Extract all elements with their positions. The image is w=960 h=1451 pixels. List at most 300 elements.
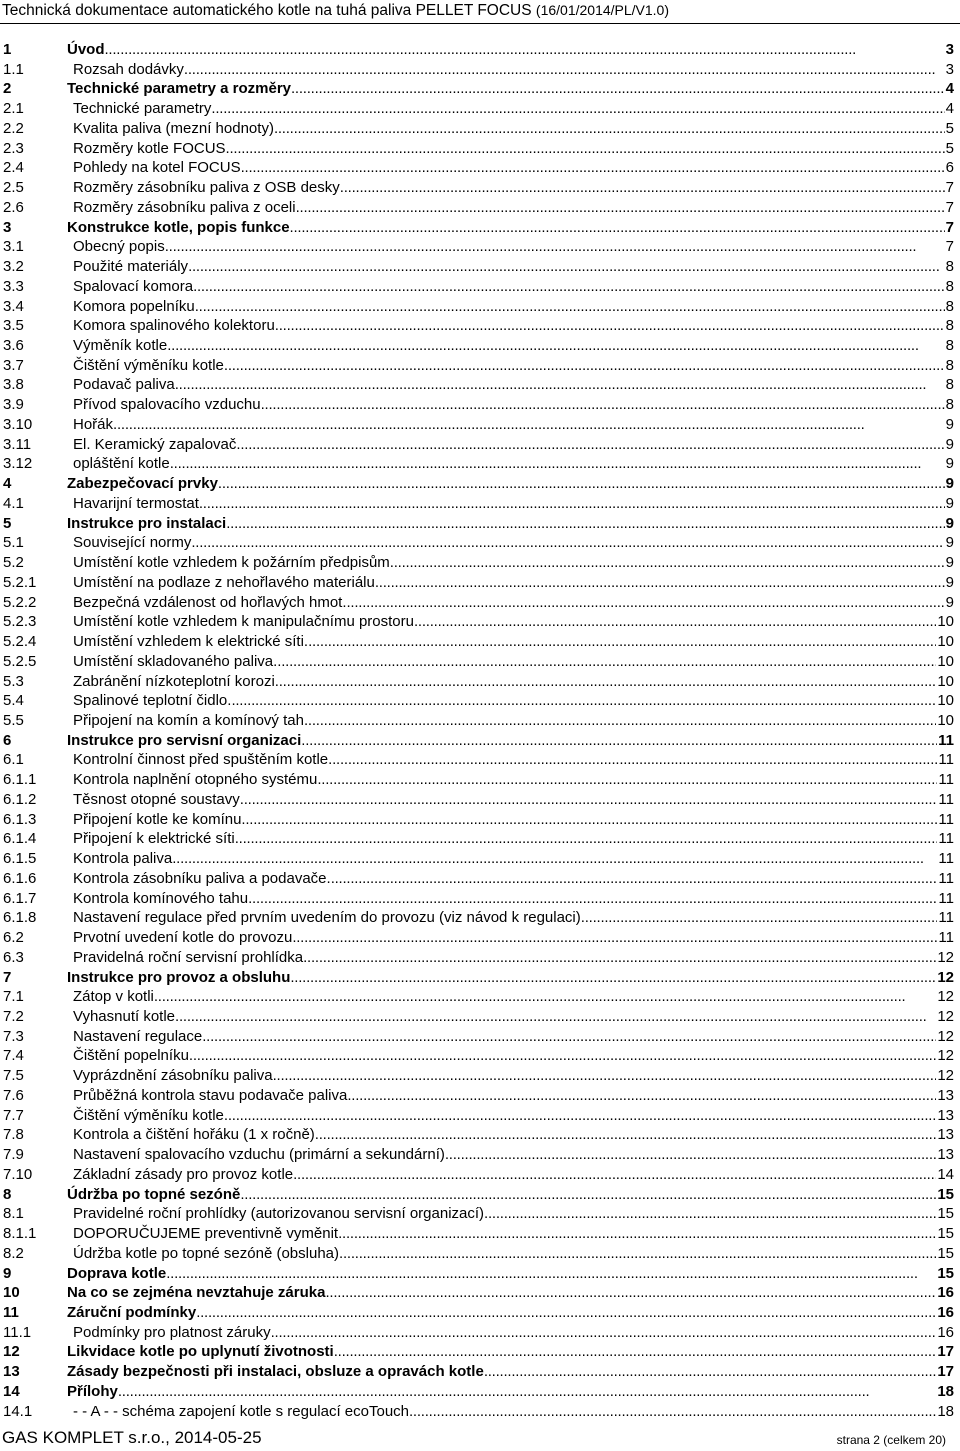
toc-entry-page: 11 — [938, 909, 954, 927]
toc-entry-title: Havarijní termostat — [73, 494, 199, 512]
toc-entry-page: 9 — [945, 593, 954, 611]
toc-entry-title: Na co se zejména nevztahuje záruka — [67, 1284, 326, 1302]
toc-dot-leader — [226, 514, 944, 534]
toc-dot-leader — [292, 928, 937, 948]
toc-entry[interactable] — [0, 1382, 956, 1402]
toc-dot-leader — [296, 198, 945, 218]
toc-dot-leader — [231, 691, 936, 711]
toc-entry-number: 6.1.5 — [3, 850, 37, 868]
toc-entry-title: Vyprázdnění zásobníku paliva — [73, 1067, 273, 1085]
toc-entry-number: 7.3 — [3, 1027, 24, 1045]
toc-dot-leader — [338, 1224, 936, 1244]
toc-dot-leader — [339, 1244, 936, 1264]
toc-entry[interactable] — [0, 1185, 956, 1205]
toc-entry[interactable] — [0, 60, 956, 80]
toc-entry-title: Čištění popelníku — [73, 1047, 189, 1065]
toc-entry-title: Rozměry zásobníku paliva z oceli — [73, 198, 296, 216]
toc-entry-page: 14 — [937, 1165, 954, 1183]
toc-entry-title: Kontrola naplnění otopného systému — [73, 771, 318, 789]
toc-entry-page: 16 — [937, 1323, 954, 1341]
toc-entry-page: 10 — [937, 692, 954, 710]
toc-entry-title: Výměník kotle — [73, 337, 168, 355]
toc-dot-leader — [347, 1086, 936, 1106]
toc-entry-page: 12 — [937, 1007, 954, 1025]
toc-entry-title: Zabezpečovací prvky — [67, 475, 218, 493]
toc-entry-page: 15 — [937, 1264, 954, 1282]
toc-entry-number: 2.2 — [3, 119, 24, 137]
toc-entry-number: 3 — [3, 218, 12, 236]
toc-dot-leader — [271, 1323, 937, 1343]
toc-entry-number: 5.1 — [3, 534, 24, 552]
toc-entry-page: 8 — [945, 277, 954, 295]
toc-entry-title: Kontrola a čištění hořáku (1 x ročně) — [73, 1126, 315, 1144]
toc-entry[interactable] — [0, 1342, 956, 1362]
toc-entry-page: 10 — [937, 633, 954, 651]
toc-entry-page: 16 — [937, 1304, 954, 1321]
toc-dot-leader — [277, 652, 936, 672]
toc-entry-title: Rozměry kotle FOCUS — [73, 139, 226, 157]
toc-entry[interactable] — [0, 237, 956, 257]
toc-entry[interactable] — [0, 158, 956, 178]
toc-entry-number: 6.1.4 — [3, 830, 37, 848]
toc-dot-leader — [154, 987, 936, 1007]
toc-entry-title: Nastavení regulace před prvním uvedením do provozu (viz návod k regulaci) — [73, 909, 581, 927]
toc-entry[interactable] — [0, 1224, 956, 1244]
toc-dot-leader — [175, 1007, 936, 1027]
toc-entry-page: 10 — [937, 711, 954, 729]
toc-entry-page: 8 — [945, 258, 954, 276]
toc-entry-title: Komora spalinového kolektoru — [73, 317, 275, 335]
toc-entry-page: 13 — [937, 1126, 954, 1144]
toc-entry-title: Podavač paliva — [73, 376, 175, 394]
toc-entry-title: Připojení k elektrické síti — [73, 830, 235, 848]
toc-dot-leader — [188, 257, 945, 277]
toc-entry[interactable] — [0, 336, 956, 356]
toc-entry[interactable] — [0, 711, 956, 731]
toc-entry[interactable] — [0, 553, 956, 573]
toc-entry-number: 4.1 — [3, 494, 24, 512]
toc-entry[interactable] — [0, 1007, 956, 1027]
toc-dot-leader — [224, 356, 945, 376]
toc-dot-leader — [167, 336, 944, 356]
toc-dot-leader — [334, 1342, 937, 1362]
toc-entry-page: 17 — [937, 1343, 954, 1361]
toc-dot-leader — [274, 119, 945, 139]
toc-dot-leader — [445, 1145, 936, 1165]
toc-entry-page: 10 — [937, 652, 954, 670]
toc-entry[interactable] — [0, 40, 956, 60]
toc-entry-title: Technické parametry — [73, 100, 212, 118]
toc-entry-title: Instrukce pro provoz a obsluhu — [67, 968, 291, 986]
toc-entry-title: Rozměry zásobníku paliva z OSB desky — [73, 179, 340, 197]
toc-entry-number: 8.2 — [3, 1244, 24, 1262]
toc-entry[interactable] — [0, 672, 956, 692]
document-version: (16/01/2014/PL/V1.0) — [535, 2, 670, 18]
toc-entry-number: 9 — [3, 1264, 12, 1282]
toc-entry[interactable] — [0, 968, 956, 988]
toc-entry[interactable] — [0, 1204, 956, 1224]
toc-entry-number: 3.12 — [3, 455, 33, 473]
toc-entry-title: Spalovací komora — [73, 277, 194, 295]
toc-entry[interactable] — [0, 1066, 956, 1086]
toc-entry[interactable] — [0, 454, 956, 474]
toc-entry-page: 11 — [938, 810, 954, 828]
toc-entry-number: 4 — [3, 475, 12, 493]
toc-entry-number: 5.2.3 — [3, 613, 37, 631]
toc-entry-page: 8 — [945, 297, 954, 315]
toc-entry[interactable] — [0, 731, 956, 751]
toc-entry-number: 5.5 — [3, 711, 24, 729]
toc-entry-page: 12 — [937, 1047, 954, 1065]
toc-dot-leader — [191, 533, 944, 553]
toc-entry-number: 5.2.1 — [3, 573, 37, 591]
toc-dot-leader — [303, 948, 936, 968]
toc-entry-number: 1 — [3, 41, 12, 58]
toc-entry[interactable] — [0, 139, 956, 159]
toc-entry-title: Umístění na podlaze z nehořlavého materiálu — [73, 573, 375, 591]
toc-dot-leader — [248, 889, 937, 909]
toc-entry[interactable] — [0, 691, 956, 711]
toc-dot-leader — [241, 810, 937, 830]
toc-entry[interactable] — [0, 1303, 956, 1323]
toc-entry-number: 6.3 — [3, 948, 24, 966]
toc-dot-leader — [275, 316, 945, 336]
toc-entry-page: 3 — [945, 41, 954, 58]
toc-entry-page: 13 — [937, 1086, 954, 1104]
toc-entry-title: Zátop v kotli — [73, 988, 154, 1006]
toc-entry[interactable] — [0, 257, 956, 277]
toc-entry[interactable] — [0, 277, 956, 297]
toc-dot-leader — [390, 553, 945, 573]
toc-entry[interactable] — [0, 178, 956, 198]
toc-entry-number: 8 — [3, 1185, 12, 1203]
table-of-contents — [0, 40, 956, 1421]
toc-entry-page: 18 — [937, 1402, 954, 1420]
footer-page-info: strana 2 (celkem 20) — [836, 1433, 946, 1447]
toc-entry-title: Nastavení regulace — [73, 1027, 203, 1045]
toc-entry-title: Umístění skladovaného paliva. — [73, 652, 278, 670]
toc-dot-leader — [290, 968, 936, 988]
toc-entry-title: Související normy — [73, 534, 192, 552]
toc-entry[interactable] — [0, 474, 956, 494]
toc-entry[interactable] — [0, 198, 956, 218]
toc-entry-number: 3.3 — [3, 277, 24, 295]
footer-company-date: GAS KOMPLET s.r.o., 2014-05-25 — [2, 1428, 262, 1447]
toc-dot-leader — [240, 790, 938, 810]
toc-entry-title: Základní zásady pro provoz kotle — [73, 1165, 294, 1183]
toc-entry-number: 12 — [3, 1343, 20, 1361]
toc-dot-leader — [170, 454, 945, 474]
toc-entry-title: Pravidelné roční prohlídky (autorizovanou servisní organizací) — [73, 1205, 485, 1223]
toc-entry-number: 6.2 — [3, 929, 24, 947]
toc-entry[interactable] — [0, 790, 956, 810]
toc-entry[interactable] — [0, 810, 956, 830]
toc-entry[interactable] — [0, 612, 956, 632]
toc-entry-title: Průběžná kontrola stavu podavače paliva — [73, 1086, 348, 1104]
toc-dot-leader — [331, 869, 938, 889]
toc-entry-page: 11 — [938, 929, 954, 947]
toc-entry-title: DOPORUČUJEME preventivně vyměnit — [73, 1225, 339, 1243]
toc-entry[interactable] — [0, 948, 956, 968]
toc-entry[interactable] — [0, 632, 956, 652]
toc-dot-leader — [308, 632, 936, 652]
toc-entry-page: 11 — [938, 751, 954, 769]
toc-entry-page: 7 — [945, 238, 954, 256]
toc-entry[interactable] — [0, 316, 956, 336]
toc-entry-page: 9 — [945, 494, 954, 512]
toc-dot-leader — [241, 158, 945, 178]
toc-entry-page: 16 — [937, 1284, 954, 1302]
toc-dot-leader — [166, 1264, 936, 1284]
toc-entry-title: Konstrukce kotle, popis funkce — [67, 218, 290, 236]
toc-entry-page: 9 — [945, 475, 954, 493]
toc-dot-leader — [224, 1106, 936, 1126]
toc-entry-title: Přílohy — [67, 1382, 118, 1400]
toc-entry[interactable] — [0, 1362, 956, 1382]
toc-entry-title: Kvalita paliva (mezní hodnoty) — [73, 119, 274, 137]
toc-entry-number: 7 — [3, 968, 12, 986]
toc-entry-title: Čištění výměníku kotle — [73, 1106, 224, 1124]
header-divider — [0, 23, 960, 24]
toc-dot-leader — [301, 731, 937, 751]
toc-entry-title: Připojení na komín a komínový tah — [73, 711, 304, 729]
toc-entry-number: 7.7 — [3, 1106, 24, 1124]
toc-entry[interactable] — [0, 1046, 956, 1066]
toc-entry-title: Prvotní uvedení kotle do provozu — [73, 929, 293, 947]
toc-entry-title: Údržba po topné sezóně — [67, 1185, 241, 1203]
toc-dot-leader — [202, 1027, 936, 1047]
toc-entry-page: 9 — [945, 415, 954, 433]
toc-entry-number: 6.1.3 — [3, 810, 37, 828]
toc-entry-number: 7.9 — [3, 1146, 24, 1164]
toc-dot-leader — [184, 60, 945, 80]
toc-entry[interactable] — [0, 494, 956, 514]
toc-entry-title: Umístění kotle vzhledem k požárním předpisům — [73, 554, 390, 572]
toc-entry-title: Záruční podmínky — [67, 1304, 197, 1321]
toc-entry-page: 11 — [938, 869, 954, 887]
toc-entry-number: 5.2.4 — [3, 633, 37, 651]
toc-dot-leader — [340, 178, 945, 198]
toc-entry-page: 7 — [945, 198, 954, 216]
toc-entry-title: Umístění vzhledem k elektrické síti. — [73, 633, 309, 651]
toc-entry-number: 8.1.1 — [3, 1225, 37, 1243]
toc-entry-number: 2.6 — [3, 198, 24, 216]
toc-entry-number: 3.7 — [3, 356, 24, 374]
toc-entry[interactable] — [0, 750, 956, 770]
toc-entry[interactable] — [0, 593, 956, 613]
toc-entry-number: 3.10 — [3, 415, 33, 433]
toc-entry-page: 18 — [937, 1382, 954, 1400]
toc-entry[interactable] — [0, 435, 956, 455]
toc-entry-page: 11 — [938, 731, 954, 749]
toc-entry-title: Vyhasnutí kotle — [73, 1007, 176, 1025]
toc-entry-page: 3 — [945, 60, 954, 78]
toc-entry-number: 3.9 — [3, 396, 24, 414]
toc-entry[interactable] — [0, 1106, 956, 1126]
toc-entry-title: Rozsah dodávky — [73, 60, 184, 78]
toc-entry-title: Instrukce pro servisní organizaci — [67, 731, 302, 749]
toc-entry[interactable] — [0, 889, 956, 909]
toc-entry-title: Pohledy na kotel FOCUS — [73, 159, 241, 177]
toc-entry-title: Kontrola zásobníku paliva a podavače. — [73, 869, 331, 887]
toc-entry-number: 7.2 — [3, 1007, 24, 1025]
toc-dot-leader — [189, 1046, 936, 1066]
toc-dot-leader — [347, 593, 945, 613]
toc-entry-page: 8 — [945, 376, 954, 394]
toc-entry-number: 3.11 — [3, 435, 32, 453]
toc-entry[interactable] — [0, 415, 956, 435]
toc-dot-leader — [484, 1204, 936, 1224]
toc-entry-page: 12 — [937, 988, 954, 1006]
toc-entry-title: Hořák — [73, 415, 114, 433]
toc-entry[interactable] — [0, 829, 956, 849]
toc-entry-number: 3.8 — [3, 376, 24, 394]
toc-entry-page: 11 — [938, 830, 954, 848]
toc-entry-page: 5 — [945, 139, 954, 157]
toc-dot-leader — [317, 770, 937, 790]
toc-entry[interactable] — [0, 1027, 956, 1047]
toc-entry-page: 15 — [937, 1205, 954, 1223]
toc-entry[interactable] — [0, 849, 956, 869]
toc-entry-title: Připojení kotle ke komínu — [73, 810, 242, 828]
toc-entry-number: 13 — [3, 1363, 20, 1381]
toc-entry-page: 11 — [938, 850, 954, 868]
toc-dot-leader — [325, 1283, 936, 1303]
toc-entry-number: 14.1 — [3, 1402, 33, 1420]
toc-dot-leader — [196, 1303, 936, 1323]
toc-entry-title: Těsnost otopné soustavy — [73, 790, 240, 808]
toc-entry[interactable] — [0, 652, 956, 672]
toc-dot-leader — [414, 612, 936, 632]
toc-entry-title: Kontrolní činnost před spuštěním kotle — [73, 751, 329, 769]
toc-entry[interactable] — [0, 533, 956, 553]
toc-entry[interactable] — [0, 1145, 956, 1165]
toc-entry[interactable] — [0, 1402, 956, 1422]
toc-entry-page: 17 — [937, 1363, 954, 1381]
toc-entry-number: 11.1 — [3, 1323, 32, 1341]
toc-dot-leader — [235, 829, 938, 849]
toc-entry-number: 2 — [3, 80, 12, 98]
toc-entry-title: Instrukce pro instalaci — [67, 514, 227, 532]
toc-entry-title: Komora popelníku — [73, 297, 195, 315]
toc-dot-leader — [484, 1362, 937, 1382]
toc-dot-leader — [113, 415, 945, 435]
toc-dot-leader — [273, 1066, 937, 1086]
toc-entry-page: 8 — [945, 396, 954, 414]
toc-entry[interactable] — [0, 1165, 956, 1185]
toc-entry-number: 2.4 — [3, 159, 24, 177]
toc-dot-leader — [226, 139, 945, 159]
toc-entry[interactable] — [0, 1264, 956, 1284]
toc-entry-page: 12 — [937, 1027, 954, 1045]
toc-dot-leader — [315, 1125, 937, 1145]
toc-entry-number: 7.6 — [3, 1086, 24, 1104]
toc-entry-number: 7.10 — [3, 1165, 33, 1183]
toc-entry[interactable] — [0, 218, 956, 238]
toc-entry-page: 10 — [937, 613, 954, 631]
toc-entry[interactable] — [0, 1283, 956, 1303]
toc-entry-title: Pravidelná roční servisní prohlídka — [73, 948, 304, 966]
toc-entry-number: 5.2 — [3, 554, 24, 572]
toc-entry-page: 4 — [945, 100, 954, 118]
toc-entry-title: Nastavení spalovacího vzduchu (primární a sekundární) — [73, 1146, 445, 1164]
toc-entry-page: 11 — [938, 771, 954, 789]
toc-entry-title: Úvod — [67, 41, 105, 58]
toc-dot-leader — [195, 297, 945, 317]
toc-entry-page: 8 — [945, 337, 954, 355]
toc-dot-leader — [193, 277, 945, 297]
toc-entry[interactable] — [0, 1244, 956, 1264]
toc-entry-number: 2.3 — [3, 139, 24, 157]
toc-entry-number: 6.1.2 — [3, 790, 37, 808]
toc-entry-number: 5.4 — [3, 692, 24, 710]
toc-entry-number: 11 — [3, 1304, 19, 1321]
toc-entry[interactable] — [0, 928, 956, 948]
toc-entry[interactable] — [0, 79, 956, 99]
toc-entry-number: 8.1 — [3, 1205, 24, 1223]
toc-entry-number: 5.2.5 — [3, 652, 37, 670]
toc-dot-leader — [261, 395, 945, 415]
toc-entry[interactable] — [0, 869, 956, 889]
toc-dot-leader — [118, 1382, 936, 1402]
toc-entry[interactable] — [0, 770, 956, 790]
toc-entry-title: Kontrola paliva — [73, 850, 173, 868]
toc-entry-page: 9 — [945, 455, 954, 473]
toc-entry-number: 2.5 — [3, 179, 24, 197]
toc-entry-title: Podmínky pro platnost záruky — [73, 1323, 271, 1341]
toc-dot-leader — [105, 40, 945, 60]
toc-dot-leader — [240, 1185, 936, 1205]
toc-entry-page: 13 — [937, 1106, 954, 1124]
toc-entry[interactable] — [0, 119, 956, 139]
toc-dot-leader — [236, 435, 944, 455]
toc-entry-title: Použité materiály — [73, 258, 189, 276]
toc-entry-number: 6.1.8 — [3, 909, 37, 927]
toc-entry-title: Bezpečná vzdálenost od hořlavých hmot. — [73, 593, 347, 611]
toc-entry[interactable] — [0, 99, 956, 119]
toc-dot-leader — [290, 218, 945, 238]
toc-dot-leader — [275, 672, 937, 692]
toc-entry-page: 13 — [937, 1146, 954, 1164]
toc-entry-number: 3.2 — [3, 258, 24, 276]
toc-entry-title: Likvidace kotle po uplynutí životnosti — [67, 1343, 334, 1361]
toc-entry[interactable] — [0, 1086, 956, 1106]
toc-entry[interactable] — [0, 1125, 956, 1145]
toc-entry[interactable] — [0, 573, 956, 593]
toc-entry[interactable] — [0, 297, 956, 317]
toc-dot-leader — [175, 375, 945, 395]
toc-entry-page: 7 — [945, 179, 954, 197]
toc-entry-number: 3.6 — [3, 337, 24, 355]
toc-entry-number: 6.1.7 — [3, 889, 37, 907]
toc-entry-title: Spalinové teplotní čidlo. — [73, 692, 232, 710]
toc-entry-title: opláštění kotle — [73, 455, 170, 473]
toc-entry[interactable] — [0, 908, 956, 928]
toc-entry[interactable] — [0, 375, 956, 395]
toc-entry-page: 12 — [937, 968, 954, 986]
toc-dot-leader — [409, 1402, 936, 1422]
toc-entry-number: 6.1.1 — [3, 771, 37, 789]
toc-entry-title: Obecný popis — [73, 238, 165, 256]
toc-entry-page: 8 — [945, 356, 954, 374]
toc-entry[interactable] — [0, 395, 956, 415]
toc-entry[interactable] — [0, 514, 956, 534]
toc-dot-leader — [328, 750, 937, 770]
toc-entry-number: 6.1 — [3, 751, 24, 769]
toc-entry[interactable] — [0, 1323, 956, 1343]
toc-entry[interactable] — [0, 987, 956, 1007]
toc-entry[interactable] — [0, 356, 956, 376]
